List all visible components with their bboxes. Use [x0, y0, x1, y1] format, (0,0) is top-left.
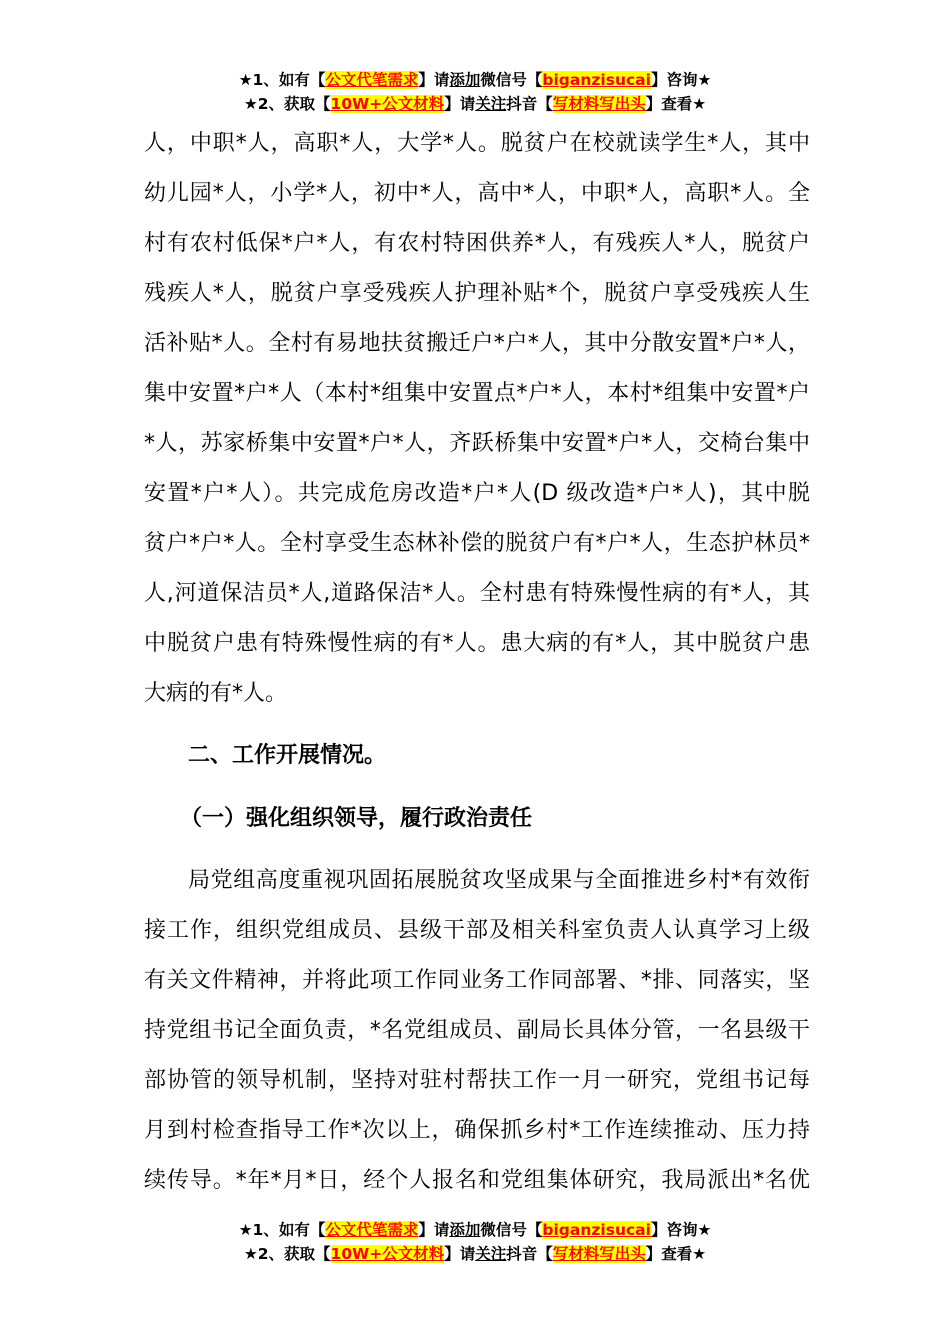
banner-text: 】查看★: [645, 1245, 707, 1263]
banner-highlight: 写材料写出头: [552, 95, 646, 113]
paragraph-line: 活补贴*人。全村有易地扶贫搬迁户*户*人，其中分散安置*户*人，: [144, 331, 810, 356]
section-heading: 二、工作开展情况。: [188, 743, 387, 768]
banner-text: 】查看★: [645, 95, 707, 113]
banner-highlight: 写材料写出头: [552, 1245, 646, 1263]
banner-text: ★1、如有【: [238, 71, 326, 89]
paragraph-line: *人，苏家桥集中安置*户*人，齐跃桥集中安置*户*人，交椅台集中: [144, 431, 810, 456]
banner-text: 】请: [418, 71, 450, 89]
header-banner: [0, 68, 950, 116]
paragraph-line: 持党组书记全面负责，*名党组成员、副局长具体分管，一名县级干: [144, 1018, 810, 1043]
paragraph-line: 人，中职*人，高职*人，大学*人。脱贫户在校就读学生*人，其中: [144, 131, 810, 156]
banner-text: ★1、如有【: [238, 1221, 326, 1239]
paragraph-line: 月到村检查指导工作*次以上，确保抓乡村*工作连续推动、压力持: [144, 1118, 810, 1143]
banner-highlight: 10W+公文材料: [330, 1245, 445, 1263]
paragraph-line: 大病的有*人。: [144, 681, 288, 706]
paragraph-1: [144, 119, 810, 719]
banner-text: 】咨询★: [650, 1221, 712, 1239]
paragraph-line: 续传导。*年*月*日，经个人报名和党组集体研究，我局派出*名优: [144, 1168, 810, 1193]
paragraph-line: 有关文件精神，并将此项工作同业务工作同部署、*排、同落实，坚: [144, 968, 810, 993]
banner-text: 】请: [418, 1221, 450, 1239]
paragraph-line: 中脱贫户患有特殊慢性病的有*人。患大病的有*人，其中脱贫户患: [144, 631, 810, 656]
banner-underline: 添加: [449, 1221, 481, 1239]
banner-highlight: 10W+公文材料: [330, 95, 445, 113]
footer-banner: [0, 1218, 950, 1266]
banner-highlight: 公文代笔需求: [325, 71, 419, 89]
banner-underline: 关注: [475, 1245, 507, 1263]
banner-underline: 关注: [475, 95, 507, 113]
banner-underline: 添加: [449, 71, 481, 89]
banner-text: 】咨询★: [650, 71, 712, 89]
paragraph-line: 集中安置*户*人（本村*组集中安置点*户*人，本村*组集中安置*户: [144, 381, 810, 406]
banner-text: 抖音【: [506, 95, 553, 113]
subsection-heading: （一）强化组织领导，履行政治责任: [180, 806, 533, 831]
banner-text: ★2、获取【: [243, 1245, 331, 1263]
banner-text: ★2、获取【: [243, 95, 331, 113]
banner-text: 】请: [444, 1245, 476, 1263]
banner-line-1: [0, 68, 950, 92]
banner-text: 微信号【: [480, 1221, 543, 1239]
banner-highlight: 公文代笔需求: [325, 1221, 419, 1239]
paragraph-line: 人,河道保洁员*人,道路保洁*人。全村患有特殊慢性病的有*人，其: [144, 581, 810, 606]
paragraph-line: 安置*户*人）。共完成危房改造*户*人(D 级改造*户*人)，其中脱: [144, 481, 810, 506]
banner-line-2: [0, 1242, 950, 1266]
paragraph-line: 贫户*户*人。全村享受生态林补偿的脱贫户有*户*人，生态护林员*: [144, 531, 810, 556]
banner-line-1: [0, 1218, 950, 1242]
banner-text: 】请: [444, 95, 476, 113]
paragraph-line: 幼儿园*人，小学*人，初中*人，高中*人，中职*人，高职*人。全: [144, 181, 810, 206]
paragraph-line: 接工作，组织党组成员、县级干部及相关科室负责人认真学习上级: [144, 918, 810, 943]
paragraph-line: 残疾人*人，脱贫户享受残疾人护理补贴*个，脱贫户享受残疾人生: [144, 281, 810, 306]
paragraph-2: [144, 856, 810, 1206]
banner-text: 抖音【: [506, 1245, 553, 1263]
banner-highlight: biganzisucai: [542, 71, 651, 89]
banner-highlight: biganzisucai: [542, 1221, 651, 1239]
paragraph-line: 局党组高度重视巩固拓展脱贫攻坚成果与全面推进乡村*有效衔: [188, 868, 810, 893]
paragraph-line: 村有农村低保*户*人，有农村特困供养*人，有残疾人*人，脱贫户: [144, 231, 810, 256]
banner-text: 微信号【: [480, 71, 543, 89]
banner-line-2: [0, 92, 950, 116]
paragraph-line: 部协管的领导机制，坚持对驻村帮扶工作一月一研究，党组书记每: [144, 1068, 810, 1093]
